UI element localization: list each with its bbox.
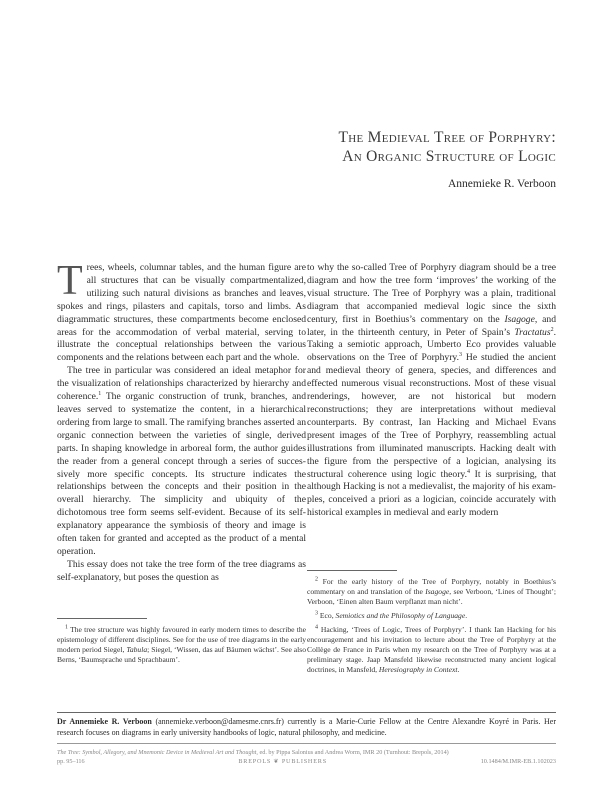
bio-name: Dr Annemieke R. Verboon xyxy=(57,717,152,726)
body-column-right xyxy=(307,262,556,520)
footnote-ref-2[interactable]: 2 xyxy=(550,326,554,333)
bio-text: (annemieke.verboon@damesme.cnrs.fr) currently is a Marie-Curie Fellow at the Centre Alexandre Koyré in Paris. Her research focuses on diagrams in early university handbooks of logic, natural philosophy, and medicine. xyxy=(57,717,556,737)
footnote-ref-3[interactable]: 3 xyxy=(458,352,462,359)
doi[interactable]: 10.1484/M.IMR-EB.1.102023 xyxy=(480,758,556,765)
footer-divider xyxy=(57,743,556,744)
bio-divider xyxy=(57,712,556,713)
paragraph-2: The tree in particular was considered an ideal metaphor for the visualization of relationships characterized by hierarchy and coherence.$^1$ The organic construction of trunk, branches, and leaves served to systematize the content, in a hierarchical ordering from large to small. The ramifying branches asserted an organic connection between the varieties of single, derived parts. In shaping knowledge in arboreal form, the author guides the reader from a general concept through a series of successively more specific concepts. Its structure indicates the relationships between the concepts and their position in the overall hierarchy. The simplicity and ubiquity of the dichotomous tree form seems self-evident. Because of its self-explanatory appearance the symbiosis of theory and image is often taken for granted and accepted as the product of a mental operation. xyxy=(57,365,307,557)
footnote-divider xyxy=(307,570,397,571)
paragraph-4: to why the so-called Tree of Porphyry diagram should be a tree diagram and how the tree form ‘improves’ the working of the visual structure. The Tree of Porphyry was a plain, traditional diagram that accompanied medieval logic since the sixth century, first in Boethius’s commentary on the Isagoge, and later, in the thirteenth century, in Peter of Spain’s Tractatus$^2$. Taking a semiotic approach, Umberto Eco provides valuable observations on the Tree of Porphyry.$^3$ He studied the ancient and medieval theory of genera, species, and differences and effected numerous visual reconstructions. Most of these visual renderings, however, are not historical but modern reconstructions; they are interpretations without medieval counterparts. By contrast, Ian Hacking and Michael Evans present images of the Tree of Porphyry, reassembling actual illustrations from illuminated manuscripts. Hacking dealt with the figure from the perspective of a logician, analysing its structural coherence using logic theory.$^4$ It is surprising, that although Hacking is not a medievalist, the majority of his examples, conceived a priori as a logician, coincide accurately with historical examples in medieval and early modern xyxy=(307,262,556,519)
page-range: pp. 95–116 xyxy=(57,758,85,765)
footnotes-left xyxy=(57,618,306,669)
author-name: Annemieke R. Verboon xyxy=(447,178,556,190)
footnote-2: $^2$ For the early history of the Tree of Porphyry, notably in Boethius’s commentary on and translation of the Isagoge, see Verboon, ‘Lines of Thought’; Verboon, ‘Einen alten Baum verpflanzt man nicht’. xyxy=(307,576,556,606)
footnote-3: $^3$ Eco, Semiotics and the Philosophy of Language. xyxy=(315,610,468,620)
book-citation: The Tree: Symbol, Allegory, and Mnemonic Device in Medieval Art and Thought, ed. by Pippa Salonius and Andrea Worm, IMR 20 (Turnhout: Brepols, 2014) xyxy=(57,749,449,756)
footnotes-right xyxy=(307,570,556,679)
publisher-logo: BREPOLS ❦ PUBLISHERS xyxy=(238,758,327,765)
footnote-divider xyxy=(57,618,147,619)
footnote-1: $^1$ The tree structure was highly favoured in early modern times to describe the epistemology of different disciplines. See for the use of tree diagrams in the early modern period Siegel, Tabula; Siegel, ‘Wissen, das auf Bäumen wächst’. See also Berns, ‘Baumsprache und Sprachbaum’. xyxy=(57,624,306,664)
footnote-ref-1[interactable]: 1 xyxy=(98,390,102,397)
body-column-left xyxy=(57,258,307,585)
page-footer xyxy=(57,748,556,766)
paragraph-3: This essay does not take the tree form of the tree diagrams as self-explanatory, but poses the question as xyxy=(57,558,306,583)
drop-cap: T xyxy=(57,258,83,304)
footnote-4: $^4$ Hacking, ‘Trees of Logic, Trees of Porphyry’. I thank Ian Hacking for his encouragement and his invitation to lecture about the Tree of Porphyry at the Collège de France in Paris when my research on the Tree of Porphyry was at a preliminary stage. Jaap Mansfeld likewise reconstructed many ancient logical doctrines, in Mansfeld, Heresiography in Context. xyxy=(307,624,556,674)
title-line-1: The Medieval Tree of Porphyry: xyxy=(338,129,556,146)
author-bio xyxy=(57,716,556,738)
paragraph-1: Trees, wheels, columnar tables, and the human figure are all structures that can be visually compartmentalized, utilizing such natural divisions as branches and leaves, spokes and rings, pilasters and capitals, torso and limbs. As diagrammatic structures, these compartments become enclosed areas for the accommodation of verbal material, serving to illustrate the conceptual relationships between the various components and the relations between each part and the whole. xyxy=(57,258,306,364)
footnote-ref-4[interactable]: 4 xyxy=(466,468,470,475)
title-line-2: An Organic Structure of Logic xyxy=(342,148,556,165)
article-title xyxy=(200,128,556,166)
